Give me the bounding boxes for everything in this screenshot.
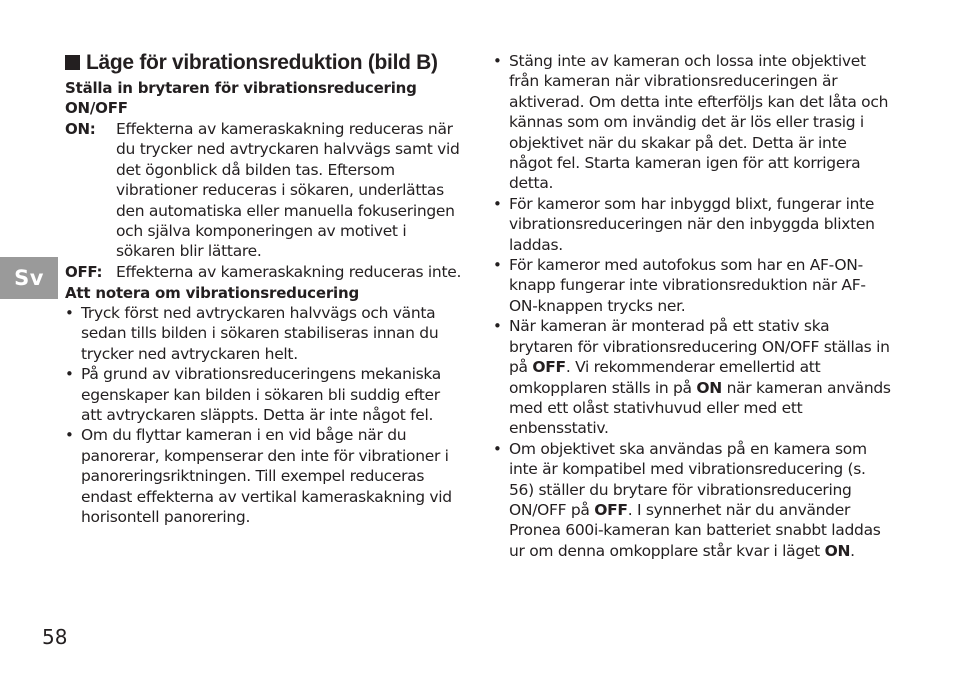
bullet-icon: • [493, 194, 502, 213]
list-item [493, 194, 893, 255]
text-run: När kameran är monterad på ett stativ ska brytaren för vibrationsreducering ON/OFF ställas in på [509, 317, 890, 377]
notes-title: Att notera om vibrationsreducering [65, 284, 360, 302]
bullet-icon: • [493, 256, 502, 275]
list-item [65, 303, 465, 364]
list-item [65, 425, 465, 527]
bold-value: ON [824, 541, 851, 560]
bullet-icon: • [493, 52, 502, 70]
text-run: Om objektivet ska användas på en kamera som inte är kompatibel med vibrationsreducering (s. 56) ställer du brytare för vibrationsreducering ON/OFF på [509, 439, 867, 519]
list-item [65, 364, 465, 425]
right-bullet-list [493, 51, 893, 561]
page-number: 58 [42, 625, 68, 649]
bullet-icon: • [65, 365, 74, 384]
list-item-text [509, 440, 881, 560]
definition-term: OFF: [65, 263, 103, 281]
definition-text: Effekterna av kameraskakning reduceras inte. [116, 263, 462, 281]
list-item-text [509, 317, 891, 437]
text-run: . I synnerhet när du använder Pronea 600i-kameran kan batteriet snabbt laddas ur om denna omkopplare står kvar i läget [509, 500, 881, 560]
subheading: Ställa in brytaren för vibrationsreducering ON/OFF [65, 79, 417, 118]
section-heading-text: Läge för vibrationsreduktion (bild B) [86, 51, 438, 74]
text-run: . [850, 541, 855, 560]
list-item [493, 255, 893, 316]
bullet-icon: • [493, 439, 502, 458]
left-bullet-list [65, 303, 465, 527]
list-item [493, 439, 893, 561]
text-run: . Vi rekommenderar emellertid att omkopplaren ställs in på [509, 358, 821, 397]
definition-off [65, 262, 465, 283]
list-item-text: Stäng inte av kameran och lossa inte objektivet från kameran när vibrationsreduceringen är aktiverad. Om detta inte efterföljs kan det låta och kännas som om invändig det är lös eller trasig i objektivet när du skakar på det. Detta är inte något fel. Starta kameran igen för att korrigera detta. [509, 52, 889, 193]
text-run: när kameran används med ett olåst stativhuvud eller med ett enbensstativ. [509, 378, 891, 438]
list-item [493, 316, 893, 438]
list-item-text: Tryck först ned avtryckaren halvvägs och vänta sedan tills bilden i sökaren stabiliseras innan du trycker ned avtryckaren helt. [81, 304, 439, 363]
bold-value: OFF [594, 500, 628, 519]
bullet-icon: • [65, 426, 74, 445]
list-item [493, 51, 893, 194]
bullet-icon: • [493, 317, 502, 336]
bold-value: OFF [532, 358, 566, 377]
list-item-text: För kameror som har inbyggd blixt, fungerar inte vibrationsreduceringen när den inbyggda blixten laddas. [509, 194, 875, 254]
bold-value: ON [696, 378, 722, 397]
list-item-text: För kameror med autofokus som har en AF-ON-knapp fungerar inte vibrationsreduktion när AF-ON-knappen trycks ner. [509, 256, 866, 315]
heading-square-icon [65, 55, 80, 70]
list-item-text: Om du flyttar kameran i en vid båge när du panorerar, kompenserar den inte för vibrationer i panoreringsriktningen. Till exempel reduceras endast effekterna av vertikal kameraskakning vid horisontell panorering. [81, 426, 452, 527]
definition-on [65, 119, 465, 263]
definition-text: Effekterna av kameraskakning reduceras när du trycker ned avtryckaren halvvägs samt vid det ögonblick då bilden tas. Eftersom vibrationer reduceras i sökaren, underlättas den automatiska eller manuella fokuseringen och själva komponeringen av motivet i sökaren blir lättare. [116, 120, 460, 261]
list-item-text: På grund av vibrationsreduceringens mekaniska egenskaper kan bilden i sökaren bli suddig efter att avtryckaren släppts. Detta är inte något fel. [81, 365, 441, 425]
definition-term: ON: [65, 120, 96, 138]
language-tab: Sv [0, 257, 58, 299]
section-heading [65, 50, 438, 76]
bullet-icon: • [65, 304, 74, 322]
